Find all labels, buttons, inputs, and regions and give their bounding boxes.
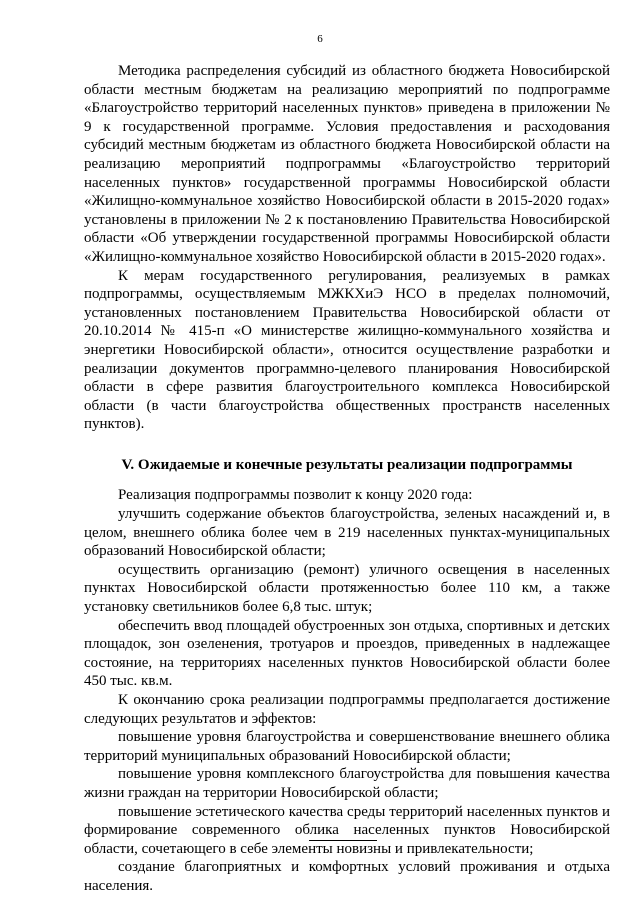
- paragraph-result-areas: обеспечить ввод площадей обустроенных зон отдыха, спортивных и детских площадок, зон озеленения, тротуаров и проездов, приведенных в надлежащее состояние, на территориях населенных пунктов Новосибирской области более 450 тыс. кв.м.: [84, 617, 610, 690]
- section-heading: V. Ожидаемые и конечные результаты реализации подпрограммы: [121, 456, 573, 473]
- page-number: 6: [317, 33, 323, 45]
- paragraph-effect-appearance: повышение уровня благоустройства и совершенствование внешнего облика территорий муниципальных образований Новосибирской области;: [84, 729, 610, 764]
- paragraph-result-lighting: осуществить организацию (ремонт) уличного освещения в населенных пунктах Новосибирской области протяженностью более 110 км, а также установку светильников более 6,8 тыс. штук;: [84, 561, 610, 616]
- paragraph-effect-comfort: создание благоприятных и комфортных условий проживания и отдыха населения.: [84, 859, 610, 894]
- paragraph-results-intro: Реализация подпрограммы позволит к концу 2020 года:: [118, 487, 473, 504]
- document-body: [84, 62, 610, 896]
- paragraph-result-improvement: улучшить содержание объектов благоустройства, зеленых насаждений и, в целом, внешнего облика более чем в 219 населенных пунктах-муниципальных образований Новосибирской области;: [84, 506, 610, 560]
- paragraph-effect-quality: повышение уровня комплексного благоустройства для повышения качества жизни граждан на территории Новосибирской области;: [84, 766, 610, 801]
- paragraph-effects-intro: К окончанию срока реализации подпрограммы предполагается достижение следующих результатов и эффектов:: [84, 692, 610, 727]
- paragraph-subsidy-methodology: Методика распределения субсидий из областного бюджета Новосибирской области местным бюджетам на реализацию мероприятий по подпрограмме «Благоустройство территорий населенных пунктов» приведена в приложении № 9 к государственной программе. Условия предоставления и расходования субсидий местным бюджетам из областного бюджета Новосибирской области на реализацию мероприятий подпрограммы «Благоустройство территорий населенных пунктов» государственной программы Новосибирской области «Жилищно-коммунальное хозяйство Новосибирской области в 2015-2020 годах» установлены в приложении № 2 к постановлению Правительства Новосибирской области «Об утверждении государственной программы Новосибирской области «Жилищно-коммунальное хозяйство Новосибирской области в 2015-2020 годах».: [84, 63, 610, 265]
- paragraph-effect-aesthetics: повышение эстетического качества среды территорий населенных пунктов и формирование современного облика населенных пунктов Новосибирской области, сочетающего в себе элементы новизны и привлекательности;: [84, 803, 610, 857]
- paragraph-regulation-measures: К мерам государственного регулирования, реализуемых в рамках подпрограммы, осуществляемым МЖКХиЭ НСО в пределах полномочий, установленных постановлением Правительства Новосибирской области от 20.10.2014 № 415-п «О министерстве жилищно-коммунального хозяйства и энергетики Новосибирской области», относится осуществление разработки и реализации документов программно-целевого планирования Новосибирской области в сфере развития благоустроительного комплекса Новосибирской области (в части благоустройства общественных пространств населенных пунктов).: [84, 267, 610, 433]
- end-rule: [309, 840, 377, 841]
